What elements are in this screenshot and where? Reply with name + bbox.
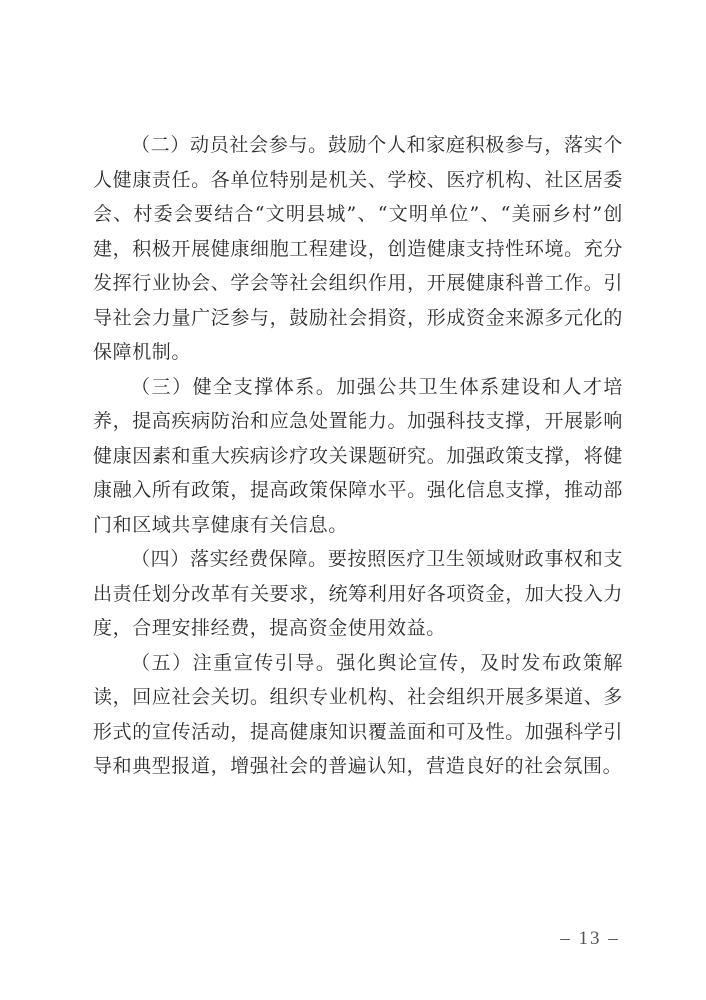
body-text (93, 128, 623, 784)
page-number: – 13 – (560, 928, 620, 949)
paragraph-mobilize-social-participation: （二）动员社会参与。鼓励个人和家庭积极参与，落实个人健康责任。各单位特别是机关、学校、医疗机构、社区居委会、村委会要结合“文明县城”、“文明单位”、“美丽乡村”创建，积极开展健康细胞工程建设，创造健康支持性环境。充分发挥行业协会、学会等社会组织作用，开展健康科普工作。引导社会力量广泛参与，鼓励社会捐资，形成资金来源多元化的保障机制。 (93, 134, 623, 363)
paragraph-funding-guarantee: （四）落实经费保障。要按照医疗卫生领域财政事权和支出责任划分改革有关要求，统筹利用好各项资金，加大投入力度，合理安排经费，提高资金使用效益。 (93, 548, 623, 639)
paragraph-publicity-guidance: （五）注重宣传引导。强化舆论宣传，及时发布政策解读，回应社会关切。组织专业机构、社会组织开展多渠道、多形式的宣传活动，提高健康知识覆盖面和可及性。加强科学引导和典型报道，增强社会的普遍认知，营造良好的社会氛围。 (93, 651, 623, 777)
paragraph-support-system: （三）健全支撑体系。加强公共卫生体系建设和人才培养，提高疾病防治和应急处置能力。加强科技支撑，开展影响健康因素和重大疾病诊疗攻关课题研究。加强政策支撑，将健康融入所有政策，提高政策保障水平。强化信息支撑，推动部门和区域共享健康有关信息。 (93, 375, 623, 536)
